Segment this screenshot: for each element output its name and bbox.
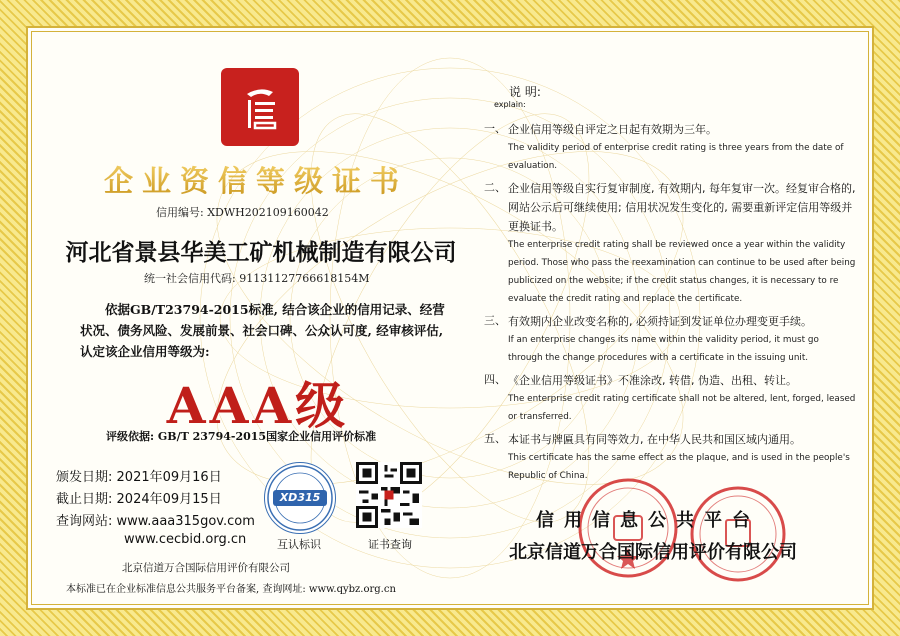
explain-title-en: explain: bbox=[494, 100, 526, 109]
qr-code-icon bbox=[356, 462, 422, 528]
explain-item bbox=[466, 371, 856, 426]
credit-grade: AAA级 bbox=[166, 376, 350, 435]
xd315-badge-text: XD315 bbox=[279, 491, 321, 504]
website-link-1[interactable]: www.aaa315gov.com bbox=[116, 514, 255, 529]
explain-item-cn: 企业信用等级自实行复审制度, 有效期内, 每年复审一次。经复审合格的, 网站公示后可继续使用; 信用状况发生变化的, 需要重新评定信用等级并更换证书。 bbox=[508, 182, 856, 233]
qr-code[interactable] bbox=[356, 462, 422, 528]
explain-item bbox=[466, 312, 856, 367]
explain-list bbox=[466, 120, 856, 489]
usci-label: 统一社会信用代码: bbox=[144, 272, 236, 285]
explain-item bbox=[466, 179, 856, 308]
credit-number bbox=[156, 204, 329, 220]
grade-standard: 评级依据: GB/T 23794-2015国家企业信用评价标准 bbox=[106, 430, 377, 443]
expiry-date-value: 2024年09月15日 bbox=[116, 492, 222, 507]
explain-item-number: 一、 bbox=[484, 122, 506, 135]
explain-item-en: The enterprise credit rating certificate shall not be altered, lent, forged, leased or transferred. bbox=[508, 394, 856, 422]
explain-item-cn: 本证书与牌匾具有同等效力, 在中华人民共和国区域内通用。 bbox=[508, 433, 801, 446]
explain-item-number: 二、 bbox=[484, 181, 506, 194]
issuer-name: 北京信道万合国际信用评价有限公司 bbox=[122, 562, 290, 574]
explain-item-cn: 企业信用等级自评定之日起有效期为三年。 bbox=[508, 123, 717, 136]
explain-item bbox=[466, 120, 856, 175]
signing-organization: 北京信道万合国际信用评价有限公司 bbox=[509, 542, 797, 563]
usci-code bbox=[144, 270, 369, 286]
issue-date-value: 2021年09月16日 bbox=[116, 470, 222, 485]
certificate-title: 企业资信等级证书 bbox=[66, 159, 446, 200]
rating-basis-text: 依据GB/T23794-2015标准, 结合该企业的信用记录、经营状况、债务风险、发展前景、社会口碑、公众认可度, 经审核评估, 认定该企业信用等级为: bbox=[80, 302, 445, 359]
website-link-2[interactable]: www.cecbid.org.cn bbox=[124, 532, 247, 547]
usci-value: 91131127766618154M bbox=[239, 272, 370, 285]
explain-item-cn: 《企业信用等级证书》不准涂改, 转借, 伪造、出租、转让。 bbox=[508, 374, 797, 387]
explain-item-number: 五、 bbox=[484, 432, 506, 445]
explain-title: 说 明: bbox=[509, 85, 541, 99]
platform-name: 信用信息公共平台 bbox=[536, 510, 760, 531]
certificate-query-label: 证书查询 bbox=[368, 538, 412, 551]
explain-item-en: If an enterprise changes its name within the validity period, it must go through the change procedures with a certificate in the issuing unit. bbox=[508, 335, 819, 363]
issue-date bbox=[56, 466, 222, 485]
certificate-body bbox=[26, 26, 874, 610]
explain-item-en: This certificate has the same effect as the plaque, and is used in the people's Republic of China. bbox=[508, 453, 850, 481]
query-website-label: 查询网站: bbox=[56, 514, 113, 529]
explain-item-number: 三、 bbox=[484, 314, 506, 327]
logo bbox=[221, 68, 299, 146]
query-website bbox=[56, 510, 255, 529]
mutual-recognition-label: 互认标识 bbox=[277, 538, 321, 551]
company-name: 河北省景县华美工矿机械制造有限公司 bbox=[65, 239, 457, 266]
seal-stamp-2-icon bbox=[686, 482, 790, 586]
explain-item-en: The validity period of enterprise credit rating is three years from the date of evaluation. bbox=[508, 143, 844, 171]
logo-mark-icon bbox=[239, 84, 281, 132]
xd315-badge bbox=[264, 462, 336, 534]
explain-item-en: The enterprise credit rating shall be reviewed once a year within the validity period. Those who pass the reexamination can continue to be used after being publicized on the website; if the credit status changes, it is necessary to re evaluate the credit rating and replace the certificate. bbox=[508, 240, 856, 304]
expiry-date bbox=[56, 488, 222, 507]
expiry-date-label: 截止日期: bbox=[56, 492, 113, 507]
explain-item-cn: 有效期内企业改变名称的, 必须持证到发证单位办理变更手续。 bbox=[508, 315, 812, 328]
explain-item-number: 四、 bbox=[484, 373, 506, 386]
credit-number-value: XDWH202109160042 bbox=[207, 206, 329, 219]
standard-filing-note: 本标准已在企业标准信息公共服务平台备案, 查询网址: www.qybz.org.cn bbox=[66, 584, 396, 595]
credit-number-label: 信用编号: bbox=[156, 206, 204, 219]
issue-date-label: 颁发日期: bbox=[56, 470, 113, 485]
